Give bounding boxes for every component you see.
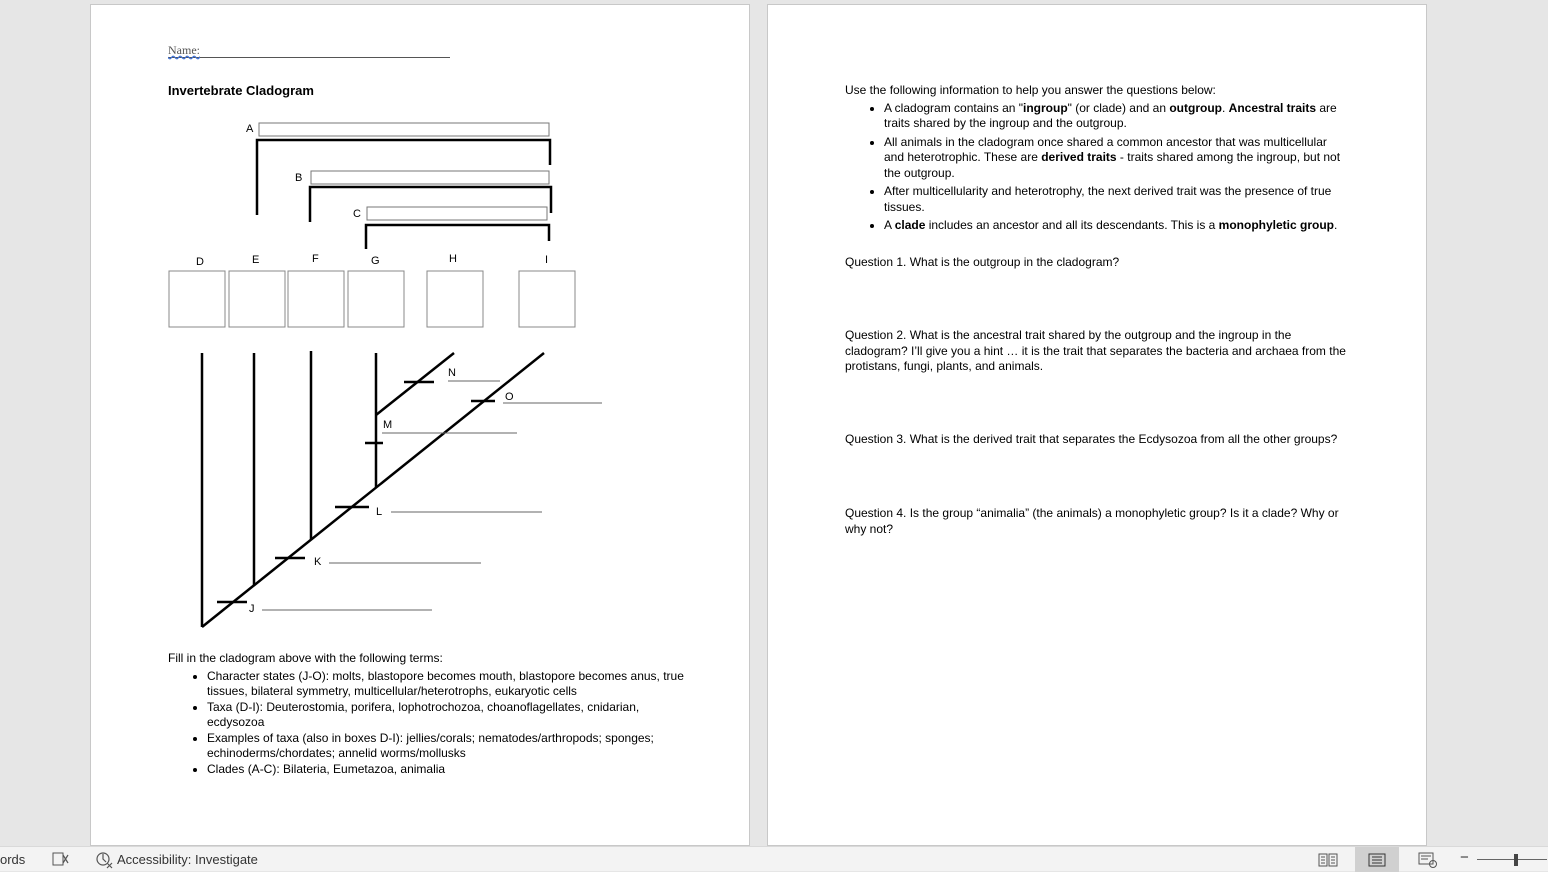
- info-bullet-list: [845, 101, 1350, 234]
- clade-label-b: B: [295, 172, 303, 184]
- fill-item: • Examples of taxa (also in boxes D-I): jellies/corals; nematodes/arthropods; sponges; echinoderms/chordates; annelid worms/mollusks: [207, 731, 688, 762]
- question-4: Question 4. Is the group “animalia” (the animals) a monophyletic group? Is it a clade? Why or why not?: [845, 506, 1339, 536]
- taxon-label-d: D: [196, 256, 204, 268]
- fill-item: • Taxa (D-I): Deuterostomia, porifera, lophotrochozoa, choanoflagellates, cnidarian, ecdysozoa: [207, 700, 688, 731]
- clade-a-answer-box: [259, 123, 549, 136]
- document-page-1: [90, 4, 750, 846]
- taxon-label-h: H: [449, 253, 457, 265]
- fill-item: • Clades (A-C): Bilateria, Eumetazoa, animalia: [207, 762, 688, 778]
- character-label-m: M: [383, 419, 393, 431]
- info-bullet: • A cladogram contains an "ingroup" (or clade) and an outgroup. Ancestral traits are traits shared by the ingroup and the outgroup.: [884, 101, 1350, 132]
- zoom-slider-track[interactable]: [1477, 859, 1547, 860]
- zoom-out-button[interactable]: −: [1460, 849, 1469, 866]
- info-intro: Use the following information to help you answer the questions below:: [845, 83, 1216, 97]
- clade-label-a: A: [246, 123, 254, 135]
- page-title: Invertebrate Cladogram: [168, 83, 314, 98]
- status-bar: [0, 846, 1548, 871]
- character-label-o: O: [505, 391, 514, 403]
- fill-intro: Fill in the cladogram above with the following terms:: [168, 651, 443, 665]
- info-bullet: • After multicellularity and heterotrophy, the next derived trait was the presence of true tissues.: [884, 184, 1350, 215]
- cladogram-diagram: [91, 5, 751, 645]
- zoom-slider-thumb[interactable]: [1514, 854, 1518, 866]
- clade-c-bracket: [366, 225, 549, 249]
- accessibility-status[interactable]: Accessibility: Investigate: [117, 852, 258, 867]
- print-layout-button[interactable]: [1355, 847, 1399, 872]
- fill-instructions: [168, 651, 688, 777]
- web-layout-button[interactable]: [1406, 847, 1450, 872]
- tree-branch-h: [376, 353, 454, 415]
- taxon-label-e: E: [252, 254, 260, 266]
- question-2: Question 2. What is the ancestral trait shared by the outgroup and the ingroup in the cladogram? I’ll give you a hint … it is the trait that separates the bacteria and archaea from the protistans, fungi, plants, and animals.: [845, 328, 1346, 373]
- taxon-label-f: F: [312, 253, 319, 265]
- read-mode-icon: [1318, 853, 1338, 867]
- taxon-box-d: [169, 271, 225, 327]
- question-1: Question 1. What is the outgroup in the cladogram?: [845, 255, 1120, 269]
- word-count[interactable]: ords: [0, 852, 26, 867]
- name-label: Name:: [168, 43, 200, 57]
- question-3: Question 3. What is the derived trait that separates the Ecdysozoa from all the other groups?: [845, 432, 1338, 446]
- print-layout-icon: [1368, 853, 1386, 867]
- fill-item: • Character states (J-O): molts, blastopore becomes mouth, blastopore becomes anus, true tissues, bilateral symmetry, multicellular/heterotrophs, eukaryotic cells: [207, 669, 688, 700]
- taxon-box-f: [288, 271, 344, 327]
- info-bullet: • A clade includes an ancestor and all its descendants. This is a monophyletic group.: [884, 218, 1350, 234]
- character-label-l: L: [376, 506, 383, 518]
- clade-label-c: C: [353, 208, 361, 220]
- taxon-box-i: [519, 271, 575, 327]
- clade-c-answer-box: [367, 207, 547, 220]
- taxon-box-e: [229, 271, 285, 327]
- taxon-box-g: [348, 271, 404, 327]
- clade-b-bracket: [310, 187, 551, 222]
- web-layout-icon: [1418, 852, 1438, 868]
- taxon-box-h: [427, 271, 483, 327]
- fill-list: [168, 669, 688, 778]
- character-label-k: K: [314, 556, 322, 568]
- character-label-j: J: [249, 603, 255, 615]
- taxon-label-g: G: [371, 255, 380, 267]
- character-label-n: N: [448, 367, 456, 379]
- proofing-icon[interactable]: [52, 851, 70, 870]
- info-section: [845, 83, 1350, 237]
- document-page-2: [767, 4, 1427, 846]
- read-mode-button[interactable]: [1306, 847, 1350, 872]
- taxon-label-i: I: [545, 254, 549, 266]
- clade-b-answer-box: [311, 171, 549, 184]
- accessibility-icon[interactable]: [95, 851, 115, 872]
- info-bullet: • All animals in the cladogram once shared a common ancestor that was multicellular and heterotrophic. These are derived traits - traits shared among the ingroup, but not the outgroup.: [884, 135, 1350, 182]
